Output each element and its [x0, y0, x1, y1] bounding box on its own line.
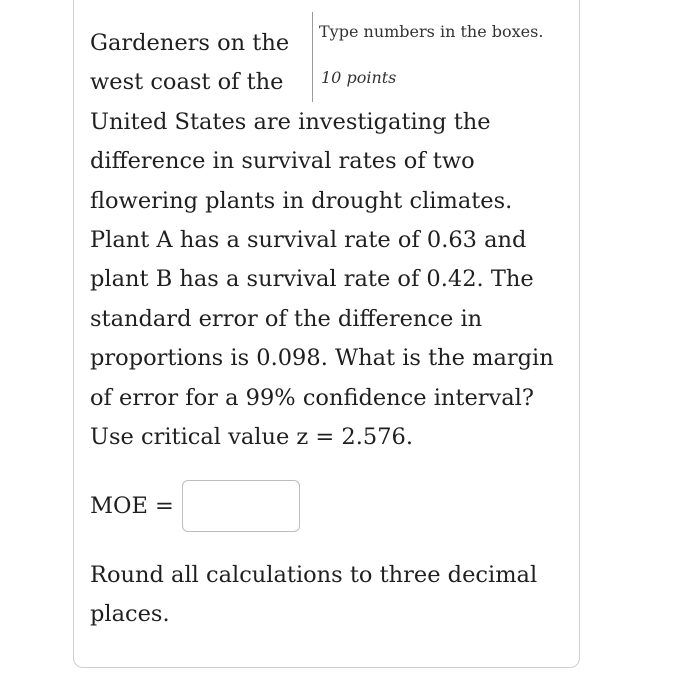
answer-row	[90, 480, 300, 532]
question-meta-panel	[312, 12, 563, 102]
question-line: proportions is 0.098. What is the margin	[90, 345, 554, 372]
question-line: plant B has a survival rate of 0.42. The	[90, 266, 534, 293]
question-line: Plant A has a survival rate of 0.63 and	[90, 227, 527, 254]
question-line: difference in survival rates of two	[90, 148, 475, 175]
question-line: Gardeners on the	[90, 30, 290, 56]
instruction-text: Type numbers in the boxes.	[319, 22, 544, 41]
points-label: 10 points	[321, 68, 397, 87]
moe-input[interactable]	[182, 480, 300, 532]
question-line: west coast of the	[90, 69, 284, 96]
rounding-instruction: Round all calculations to three decimal places.	[90, 562, 538, 628]
question-line: Use critical value z = 2.576.	[90, 424, 413, 451]
moe-label: MOE =	[90, 493, 174, 519]
question-line: standard error of the difference in	[90, 305, 483, 332]
question-line: flowering plants in drought climates.	[90, 187, 513, 214]
question-line: United States are investigating the	[90, 108, 491, 135]
question-line: of error for a 99% confidence interval?	[90, 384, 534, 411]
